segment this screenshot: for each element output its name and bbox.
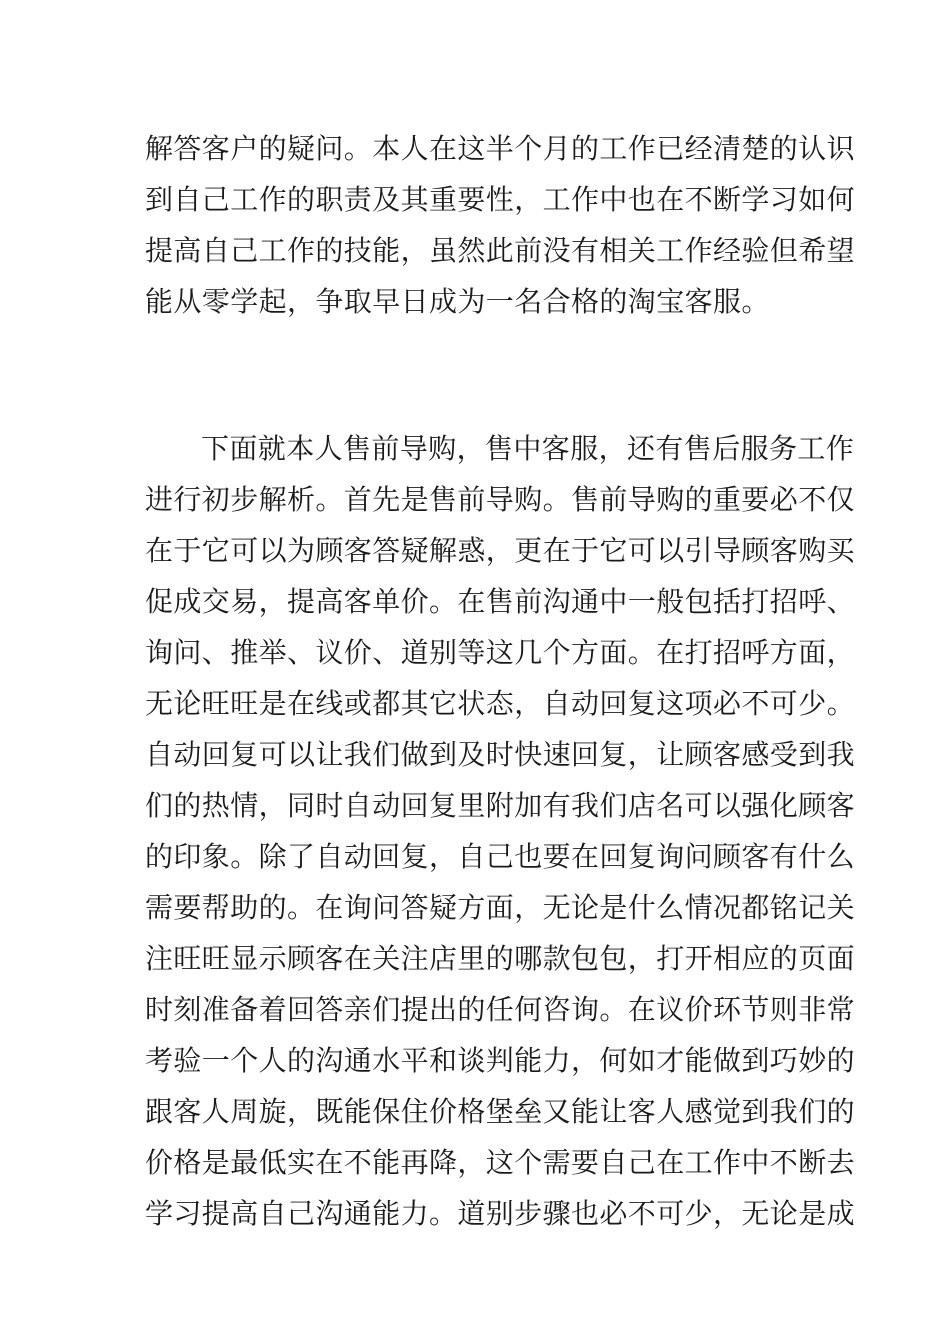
text-line: 需要帮助的。在询问答疑方面，无论是什么情况都铭记关 — [145, 891, 856, 924]
text-line: 在于它可以为顾客答疑解惑，更在于它可以引导顾客购买 — [145, 534, 856, 567]
text-line: 考验一个人的沟通水平和谈判能力，何如才能做到巧妙的 — [145, 1044, 856, 1077]
text-line: 提高自己工作的技能，虽然此前没有相关工作经验但希望 — [145, 234, 856, 267]
text-line: 跟客人周旋，既能保住价格堡垒又能让客人感觉到我们的 — [145, 1095, 856, 1128]
text-line: 无论旺旺是在线或都其它状态，自动回复这项必不可少。 — [145, 687, 856, 720]
text-line: 促成交易，提高客单价。在售前沟通中一般包括打招呼、 — [145, 585, 856, 618]
text-line: 价格是最低实在不能再降，这个需要自己在工作中不断去 — [145, 1146, 856, 1179]
text-line: 们的热情，同时自动回复里附加有我们店名可以强化顾客 — [145, 789, 856, 822]
text-line: 时刻准备着回答亲们提出的任何咨询。在议价环节则非常 — [145, 993, 856, 1026]
text-line: 能从零学起，争取早日成为一名合格的淘宝客服。 — [145, 285, 770, 318]
text-line: 的印象。除了自动回复，自己也要在回复询问顾客有什么 — [145, 840, 856, 873]
text-line: 到自己工作的职责及其重要性，工作中也在不断学习如何 — [145, 183, 856, 216]
text-line: 下面就本人售前导购，售中客服，还有售后服务工作 — [201, 432, 855, 465]
text-line: 解答客户的疑问。本人在这半个月的工作已经清楚的认识 — [145, 132, 856, 165]
text-line: 进行初步解析。首先是售前导购。售前导购的重要必不仅 — [145, 483, 856, 516]
text-line: 注旺旺显示顾客在关注店里的哪款包包，打开相应的页面 — [145, 942, 856, 975]
text-line: 学习提高自己沟通能力。道别步骤也必不可少，无论是成 — [145, 1197, 856, 1230]
text-line: 自动回复可以让我们做到及时快速回复，让顾客感受到我 — [145, 738, 856, 771]
text-line: 询问、推举、议价、道别等这几个方面。在打招呼方面， — [145, 636, 856, 669]
